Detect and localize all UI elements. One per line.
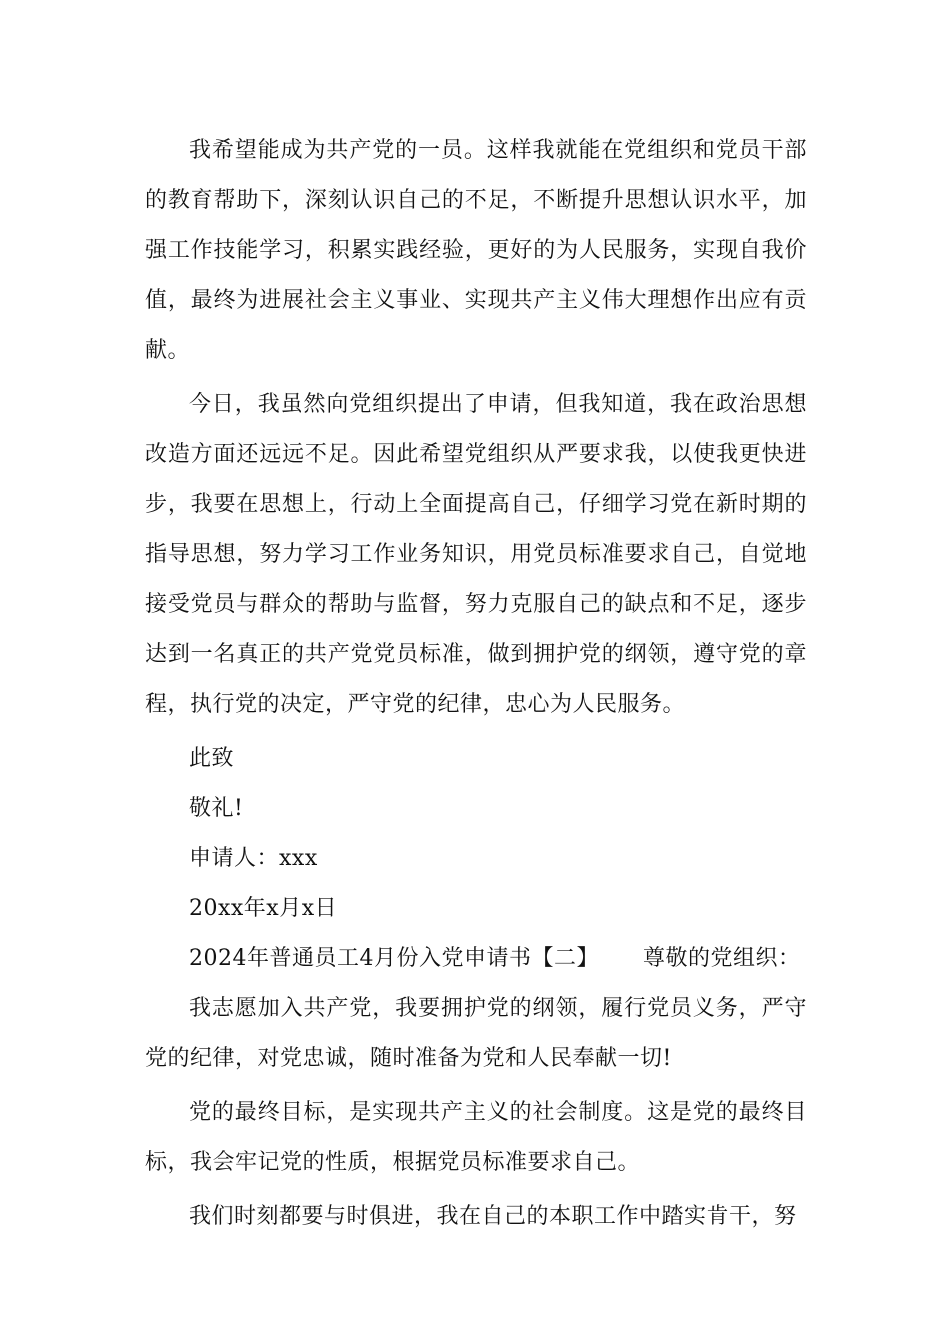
closing-text: 此致	[189, 746, 235, 771]
paragraph-commitment: 今日，我虽然向党组织提出了申请，但我知道，我在政治思想改造方面还远远不足。因此希望党组织从严要求我，以使我更快进步，我要在思想上，行动上全面提高自己，仔细学习党在新时期的指导思想，努力学习工作业务知识，用党员标准要求自己，自觉地接受党员与群众的帮助与监督，努力克服自己的缺点和不足，逐步达到一名真正的共产党党员标准，做到拥护党的纲领，遵守党的章程，执行党的决定，严守党的纪律，忠心为人民服务。	[145, 392, 807, 717]
paragraph-progress: 我们时刻都要与时俱进，我在自己的本职工作中踏实肯干，努	[189, 1204, 797, 1229]
paragraph-goal: 党的最终目标，是实现共产主义的社会制度。这是党的最终目标，我会牢记党的性质，根据党员标准要求自己。	[145, 1100, 807, 1175]
document-body	[145, 126, 807, 1242]
second-heading	[145, 934, 807, 984]
second-greeting: 尊敬的党组织：	[643, 946, 801, 971]
applicant-line: 申请人：xxx	[189, 846, 318, 871]
paragraph-aspiration: 我希望能成为共产党的一员。这样我就能在党组织和党员干部的教育帮助下，深刻认识自己的不足，不断提升思想认识水平，加强工作技能学习，积累实践经验，更好的为人民服务，实现自我价值，最终为进展社会主义事业、实现共产主义伟大理想作出应有贡献。	[145, 138, 807, 363]
salute-text: 敬礼!	[189, 796, 244, 821]
date-line: 20xx年x月x日	[189, 896, 338, 921]
paragraph-pledge: 我志愿加入共产党，我要拥护党的纲领，履行党员义务，严守党的纪律，对党忠诚，随时准备为党和人民奉献一切!	[145, 996, 807, 1071]
second-title: 2024年普通员工4月份入党申请书【二】	[189, 946, 599, 971]
